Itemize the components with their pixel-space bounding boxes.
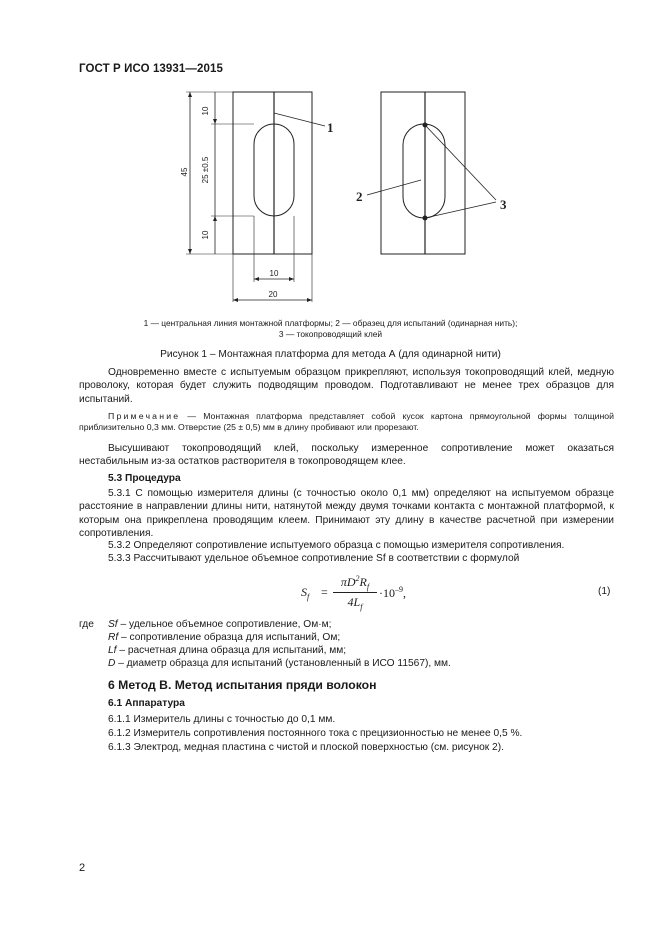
section-6-1-heading: 6.1 Аппаратура <box>108 698 185 709</box>
callout-1: 1 <box>327 120 334 135</box>
glue-point-bottom <box>423 216 428 221</box>
note <box>79 411 614 434</box>
section-6-heading: 6 Метод В. Метод испытания пряди волокон <box>108 678 377 692</box>
dim-10-bottom: 10 <box>201 230 210 240</box>
document-code-header: ГОСТ Р ИСО 13931—2015 <box>79 63 224 75</box>
paragraph-5-3-3: 5.3.3 Рассчитывают удельное объемное сопротивление Sf в соответствии с формулой <box>108 553 520 564</box>
where-item-d: D – диаметр образца для испытаний (установленный в ИСО 11567), мм. <box>108 658 451 669</box>
paragraph-5-3-2: 5.3.2 Определяют сопротивление испытуемого образца с помощью измерителя сопротивления. <box>108 540 565 551</box>
figure-legend-line2: 3 — токопроводящий клей <box>278 329 383 339</box>
page-number: 2 <box>79 862 86 874</box>
where-label: где <box>79 619 94 630</box>
figure-legend-line1: 1 — центральная линия монтажной платформы; 2 — образец для испытаний (одинарная нить); <box>143 318 518 328</box>
dim-10-top: 10 <box>201 106 210 116</box>
paragraph-dry-glue: Высушивают токопроводящий клей, поскольку измеренное сопротивление может оказаться нестабильным из-за остатков растворителя в токопроводящем клее. <box>79 443 614 468</box>
where-item-rf: Rf – сопротивление образца для испытаний, Ом; <box>108 632 341 643</box>
formula-1: $S_f$ = $\pi D^2R_f$ $4L_f$ $\cdot 10^{-9}$, <box>301 574 406 612</box>
figure-title: Рисунок 1 – Монтажная платформа для метода А (для одинарной нити) <box>160 349 501 360</box>
paragraph-6-1-1: 6.1.1 Измеритель длины с точностью до 0,1 мм. <box>108 714 336 725</box>
figure-legend <box>60 318 601 340</box>
dim-45: 45 <box>180 167 189 177</box>
note-label: Примечание <box>108 411 181 421</box>
callout-2: 2 <box>356 189 363 204</box>
where-item-lf: Lf – расчетная длина образца для испытаний, мм; <box>108 645 347 656</box>
paragraph-6-1-3: 6.1.3 Электрод, медная пластина с чистой и плоской поверхностью (см. рисунок 2). <box>108 742 504 753</box>
formula-number: (1) <box>598 586 611 597</box>
paragraph-6-1-2: 6.1.2 Измеритель сопротивления постоянного тока с прецизионностью не менее 0,5 %. <box>108 728 523 739</box>
callout-3: 3 <box>500 197 507 212</box>
paragraph-5-3-1: 5.3.1 С помощью измерителя длины (с точностью около 0,1 мм) определяют на испытуемом образце расстояние в направлении длины нити, натянутой между двумя точками контакта с монтажной платформой, к которым она прикреплена проводящим клеем. Принимают эту длину в качестве расчетной при измерении сопротивления. <box>79 488 614 539</box>
right-slot <box>403 124 445 218</box>
dim-width-10: 10 <box>269 269 279 278</box>
glue-point-top <box>423 123 428 128</box>
dim-width-20: 20 <box>268 290 278 299</box>
left-platform-rect <box>233 92 312 254</box>
right-platform-rect <box>381 92 465 254</box>
where-item-sf: Sf – удельное объемное сопротивление, Ом·м; <box>108 619 332 630</box>
section-5-3-heading: 5.3 Процедура <box>108 473 181 484</box>
mounting-platform-figure <box>0 0 661 320</box>
dim-25: 25 ±0.5 <box>201 156 210 184</box>
paragraph-attach-wire: Одновременно вместе с испытуемым образцом прикрепляют, используя токопроводящий клей, медную проволоку, которая будет служить подводящим проводом. Подготавливают не менее трех образцов для испытаний. <box>79 367 614 405</box>
note-text: — Монтажная платформа представляет собой кусок картона прямоугольной формы толщиной приблизительно 0,3 мм. Отверстие (25 ± 0,5) мм в длину пробивают или прорезают. <box>79 411 614 433</box>
